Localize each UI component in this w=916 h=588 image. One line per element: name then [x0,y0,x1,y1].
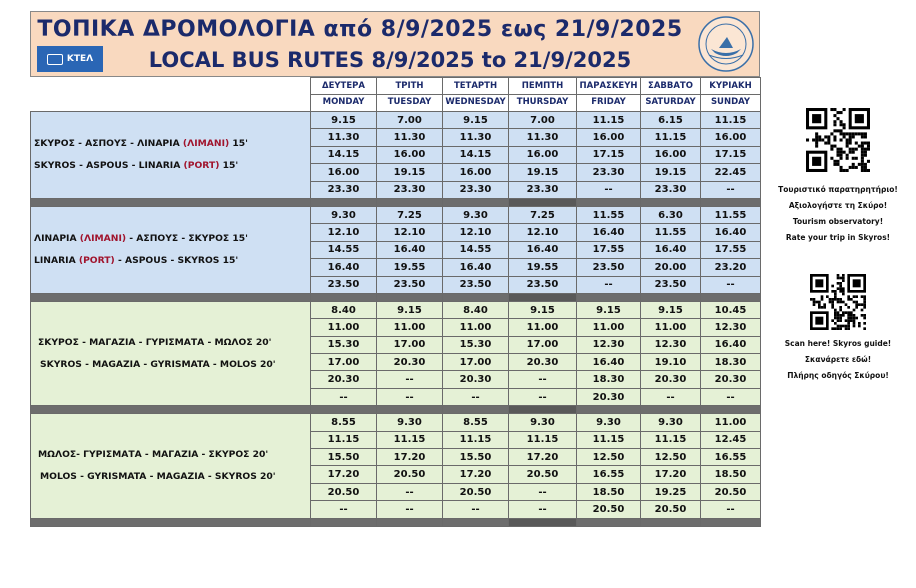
route-english [34,354,310,376]
time-cell: 11.00 [311,319,377,336]
divider-cell [509,293,577,301]
route-greek [34,444,310,466]
time-cell: 11.30 [377,129,443,146]
time-cell: 11.15 [701,112,761,129]
tourism-text [778,182,898,246]
time-cell: 16.55 [701,449,761,466]
route-greek [34,332,310,354]
time-cell: 19.15 [377,164,443,181]
logo-text: ΚΤΕΛ [66,54,94,64]
divider-cell [577,293,641,301]
route-text: SKYROS - MAGAZIA - GYRISMATA - MOLOS 20' [40,358,276,370]
time-cell: 11.55 [641,224,701,241]
time-cell: 16.00 [509,146,577,163]
time-cell: 23.30 [311,181,377,198]
divider-cell [641,406,701,414]
time-cell: 19.10 [641,354,701,371]
day-name-english: SATURDAY [641,94,700,110]
time-cell: 16.40 [509,241,577,258]
time-cell: 19.55 [377,259,443,276]
time-cell: 12.30 [641,336,701,353]
day-header [443,78,509,112]
port-label: (ΛΙΜΑΝΙ) [79,232,127,244]
time-cell: 16.40 [577,354,641,371]
time-cell: 20.50 [701,483,761,500]
time-cell: 15.50 [443,449,509,466]
time-cell: 20.30 [311,371,377,388]
time-cell: 17.55 [577,241,641,258]
divider-cell [701,198,761,206]
side-text-line: Πλήρης οδηγός Σκύρου! [787,371,889,380]
route-text: ΜΩΛΟΣ- ΓΥΡΙΣΜΑΤΑ - ΜΑΓΑΖΙΑ - ΣΚΥΡΟΣ 20' [38,448,269,460]
day-header [377,78,443,112]
time-cell: 11.15 [311,431,377,448]
route-greek [34,133,310,155]
time-cell: 11.30 [311,129,377,146]
time-cell: 6.15 [641,112,701,129]
time-cell: 16.00 [577,129,641,146]
route-cell [31,301,311,405]
divider-cell [311,293,377,301]
time-cell: 12.30 [701,319,761,336]
section-divider [31,198,761,206]
time-cell: -- [701,501,761,518]
route-text: 15' [219,159,239,171]
time-cell: 17.00 [377,336,443,353]
time-cell: 7.00 [509,112,577,129]
divider-cell [641,518,701,526]
time-cell: 20.30 [443,371,509,388]
time-cell: 20.50 [577,501,641,518]
time-cell: 8.40 [443,301,509,318]
time-cell: 23.30 [577,164,641,181]
table-row [31,206,761,223]
divider-cell [377,406,443,414]
side-text-line: Scan here! Skyros guide! [784,339,892,348]
time-cell: 14.15 [311,146,377,163]
time-cell: 9.30 [443,206,509,223]
time-cell: 9.30 [377,414,443,431]
route-english [34,466,310,488]
divider-cell [31,518,311,526]
time-cell: 16.40 [377,241,443,258]
divider-cell [377,293,443,301]
time-cell: 9.15 [509,301,577,318]
port-label: (PORT) [183,159,220,171]
time-cell: 17.20 [641,466,701,483]
time-cell: -- [509,501,577,518]
day-name-english: WEDNESDAY [443,94,508,110]
time-cell: 19.15 [509,164,577,181]
day-header [577,78,641,112]
title-english: LOCAL BUS RUTES 8/9/2025 to 21/9/2025 [148,48,632,72]
time-cell: 17.15 [701,146,761,163]
route-text: - ASPOUS - SKYROS 15' [114,254,239,266]
time-cell: -- [311,388,377,405]
divider-cell [641,198,701,206]
time-cell: 16.00 [443,164,509,181]
day-header [641,78,701,112]
time-cell: 23.50 [641,276,701,293]
time-cell: 8.40 [311,301,377,318]
time-cell: 20.50 [311,483,377,500]
route-cell [31,112,311,199]
qr-code-icon[interactable] [810,274,866,330]
time-cell: 11.00 [443,319,509,336]
time-cell: 12.50 [577,449,641,466]
time-cell: 20.30 [509,354,577,371]
time-cell: 9.15 [377,301,443,318]
route-text: ΣΚΥΡΟΣ - ΑΣΠΟΥΣ - ΛΙΝΑΡΙΑ [34,137,183,149]
time-cell: 19.15 [641,164,701,181]
divider-cell [443,198,509,206]
side-text-line: Σκανάρετε εδώ! [804,355,872,364]
divider-cell [31,198,311,206]
time-cell: 16.40 [311,259,377,276]
time-cell: 7.25 [509,206,577,223]
divider-cell [509,406,577,414]
time-cell: 9.30 [641,414,701,431]
time-cell: 17.20 [377,449,443,466]
time-cell: 11.00 [377,319,443,336]
time-cell: 8.55 [443,414,509,431]
time-cell: 20.50 [443,483,509,500]
time-cell: 17.00 [443,354,509,371]
bus-icon [47,54,63,65]
time-cell: 17.00 [509,336,577,353]
day-name-english: MONDAY [311,94,376,110]
divider-cell [311,406,377,414]
day-header [311,78,377,112]
header-banner [30,11,760,77]
divider-cell [577,518,641,526]
time-cell: 11.15 [443,431,509,448]
time-cell: 7.00 [377,112,443,129]
time-cell: 18.50 [701,466,761,483]
guide-panel [778,274,898,384]
time-cell: 11.00 [641,319,701,336]
time-cell: -- [701,388,761,405]
time-cell: 11.55 [577,206,641,223]
time-cell: 20.30 [377,354,443,371]
day-header [701,78,761,112]
time-cell: 18.30 [701,354,761,371]
port-label: (ΛΙΜΑΝΙ) [182,137,230,149]
time-cell: 9.15 [577,301,641,318]
route-text: SKYROS - ASPOUS - LINARIA [34,159,184,171]
day-header [509,78,577,112]
table-row [31,414,761,431]
time-cell: -- [377,388,443,405]
time-cell: -- [377,501,443,518]
time-cell: 16.55 [577,466,641,483]
time-cell: 19.55 [509,259,577,276]
divider-cell [311,198,377,206]
divider-cell [509,518,577,526]
day-name-greek: ΤΡΙΤΗ [395,81,424,91]
time-cell: 11.00 [701,414,761,431]
route-text: ΣΚΥΡΟΣ - ΜΑΓΑΖΙΑ - ΓΥΡΙΣΜΑΤΑ - ΜΩΛΟΣ 20' [38,336,272,348]
time-cell: 17.15 [577,146,641,163]
time-cell: 16.00 [377,146,443,163]
time-cell: -- [443,388,509,405]
time-cell: 17.20 [443,466,509,483]
time-cell: 11.15 [577,112,641,129]
divider-cell [377,198,443,206]
time-cell: 8.55 [311,414,377,431]
time-cell: 15.30 [311,336,377,353]
time-cell: 17.00 [311,354,377,371]
schedule-sheet [30,11,760,527]
divider-cell [701,406,761,414]
time-cell: 6.30 [641,206,701,223]
time-cell: 16.40 [443,259,509,276]
day-name-greek: ΠΑΡΑΣΚΕΥΗ [579,81,638,91]
route-cell [31,414,311,518]
route-english [34,155,310,177]
day-header-row [31,78,761,112]
route-text: LINARIA [34,254,79,266]
time-cell: 20.50 [509,466,577,483]
time-cell: -- [701,181,761,198]
time-cell: 9.30 [311,206,377,223]
time-cell: 11.55 [701,206,761,223]
qr-code-icon[interactable] [806,108,870,172]
time-cell: 20.50 [377,466,443,483]
time-cell: 15.30 [443,336,509,353]
time-cell: 12.10 [377,224,443,241]
time-cell: 12.10 [443,224,509,241]
time-cell: 12.45 [701,431,761,448]
time-cell: 11.15 [509,431,577,448]
time-cell: 16.40 [701,336,761,353]
time-cell: 7.25 [377,206,443,223]
time-cell: 11.15 [377,431,443,448]
side-text-line: Αξιολογήστε τη Σκύρο! [788,201,888,210]
time-cell: 11.15 [577,431,641,448]
time-cell: 9.30 [509,414,577,431]
side-text-line: Tourism observatory! [792,217,884,226]
side-text-line: Rate your trip in Skyros! [785,233,891,242]
port-label: (PORT) [78,254,115,266]
section-divider [31,293,761,301]
route-text: MOLOS - GYRISMATA - MAGAZIA - SKYROS 20' [40,470,276,482]
day-name-greek: ΚΥΡΙΑΚΗ [709,81,752,91]
time-cell: 20.30 [577,388,641,405]
time-cell: 23.30 [377,181,443,198]
time-cell: 23.30 [509,181,577,198]
divider-cell [701,518,761,526]
section-divider [31,518,761,526]
time-cell: 17.20 [509,449,577,466]
seal-icon [697,15,755,73]
route-text: - ΑΣΠΟΥΣ - ΣΚΥΡΟΣ 15' [126,232,248,244]
divider-cell [701,293,761,301]
time-cell: 23.50 [377,276,443,293]
time-cell: 11.00 [509,319,577,336]
day-name-english: SUNDAY [701,94,760,110]
time-cell: 23.30 [641,181,701,198]
route-text: ΛΙΝΑΡΙΑ [34,232,80,244]
side-text-line: Τουριστικό παρατηρητήριο! [778,185,898,194]
time-cell: 11.00 [577,319,641,336]
route-cell [31,206,311,293]
time-cell: 23.50 [311,276,377,293]
time-cell: 22.45 [701,164,761,181]
time-cell: 16.00 [311,164,377,181]
divider-cell [311,518,377,526]
schedule-table [30,77,761,527]
time-cell: 20.30 [701,371,761,388]
time-cell: 12.10 [311,224,377,241]
time-cell: 11.30 [443,129,509,146]
time-cell: 23.50 [443,276,509,293]
time-cell: 17.20 [311,466,377,483]
day-name-greek: ΔΕΥΤΕΡΑ [322,81,365,91]
time-cell: 9.15 [311,112,377,129]
time-cell: -- [577,181,641,198]
time-cell: 16.00 [641,146,701,163]
time-cell: 15.50 [311,449,377,466]
time-cell: 16.00 [701,129,761,146]
divider-cell [509,198,577,206]
route-text: 15' [229,137,248,149]
time-cell: 14.55 [311,241,377,258]
day-name-greek: ΠΕΜΠΤΗ [521,81,564,91]
divider-cell [577,406,641,414]
time-cell: 9.15 [641,301,701,318]
time-cell: 14.55 [443,241,509,258]
time-cell: 20.00 [641,259,701,276]
time-cell: 17.55 [701,241,761,258]
divider-cell [31,406,311,414]
time-cell: 16.40 [641,241,701,258]
time-cell: -- [577,276,641,293]
day-name-greek: ΣΑΒΒΑΤΟ [648,81,693,91]
time-cell: 14.15 [443,146,509,163]
time-cell: 18.30 [577,371,641,388]
divider-cell [377,518,443,526]
table-row [31,112,761,129]
time-cell: 11.30 [509,129,577,146]
time-cell: 12.30 [577,336,641,353]
time-cell: 9.30 [577,414,641,431]
ktel-logo [37,46,103,72]
time-cell: 10.45 [701,301,761,318]
time-cell: 23.50 [577,259,641,276]
time-cell: 12.50 [641,449,701,466]
time-cell: 23.30 [443,181,509,198]
time-cell: -- [377,371,443,388]
time-cell: -- [509,371,577,388]
guide-text [778,336,898,384]
time-cell: -- [311,501,377,518]
time-cell: 19.25 [641,483,701,500]
time-cell: 16.40 [577,224,641,241]
tourism-panel [778,108,898,246]
time-cell: 12.10 [509,224,577,241]
time-cell: 20.50 [641,501,701,518]
divider-cell [641,293,701,301]
table-row [31,301,761,318]
day-name-english: FRIDAY [577,94,640,110]
time-cell: -- [377,483,443,500]
time-cell: -- [443,501,509,518]
time-cell: 23.50 [509,276,577,293]
time-cell: 11.15 [641,431,701,448]
day-name-greek: ΤΕΤΑΡΤΗ [453,81,498,91]
time-cell: -- [701,276,761,293]
time-cell: 18.50 [577,483,641,500]
divider-cell [443,293,509,301]
route-english [34,250,310,272]
time-cell: 11.15 [641,129,701,146]
time-cell: 23.20 [701,259,761,276]
time-cell: 20.30 [641,371,701,388]
day-name-english: THURSDAY [509,94,576,110]
time-cell: 16.40 [701,224,761,241]
time-cell: -- [509,483,577,500]
day-name-english: TUESDAY [377,94,442,110]
divider-cell [577,198,641,206]
time-cell: -- [641,388,701,405]
divider-cell [31,293,311,301]
title-greek: ΤΟΠΙΚΑ ΔΡΟΜΟΛΟΓΙΑ από 8/9/2025 εως 21/9/2025 [37,17,683,42]
divider-cell [443,518,509,526]
corner-cell [31,78,311,112]
route-greek [34,228,310,250]
time-cell: -- [509,388,577,405]
divider-cell [443,406,509,414]
time-cell: 9.15 [443,112,509,129]
section-divider [31,406,761,414]
